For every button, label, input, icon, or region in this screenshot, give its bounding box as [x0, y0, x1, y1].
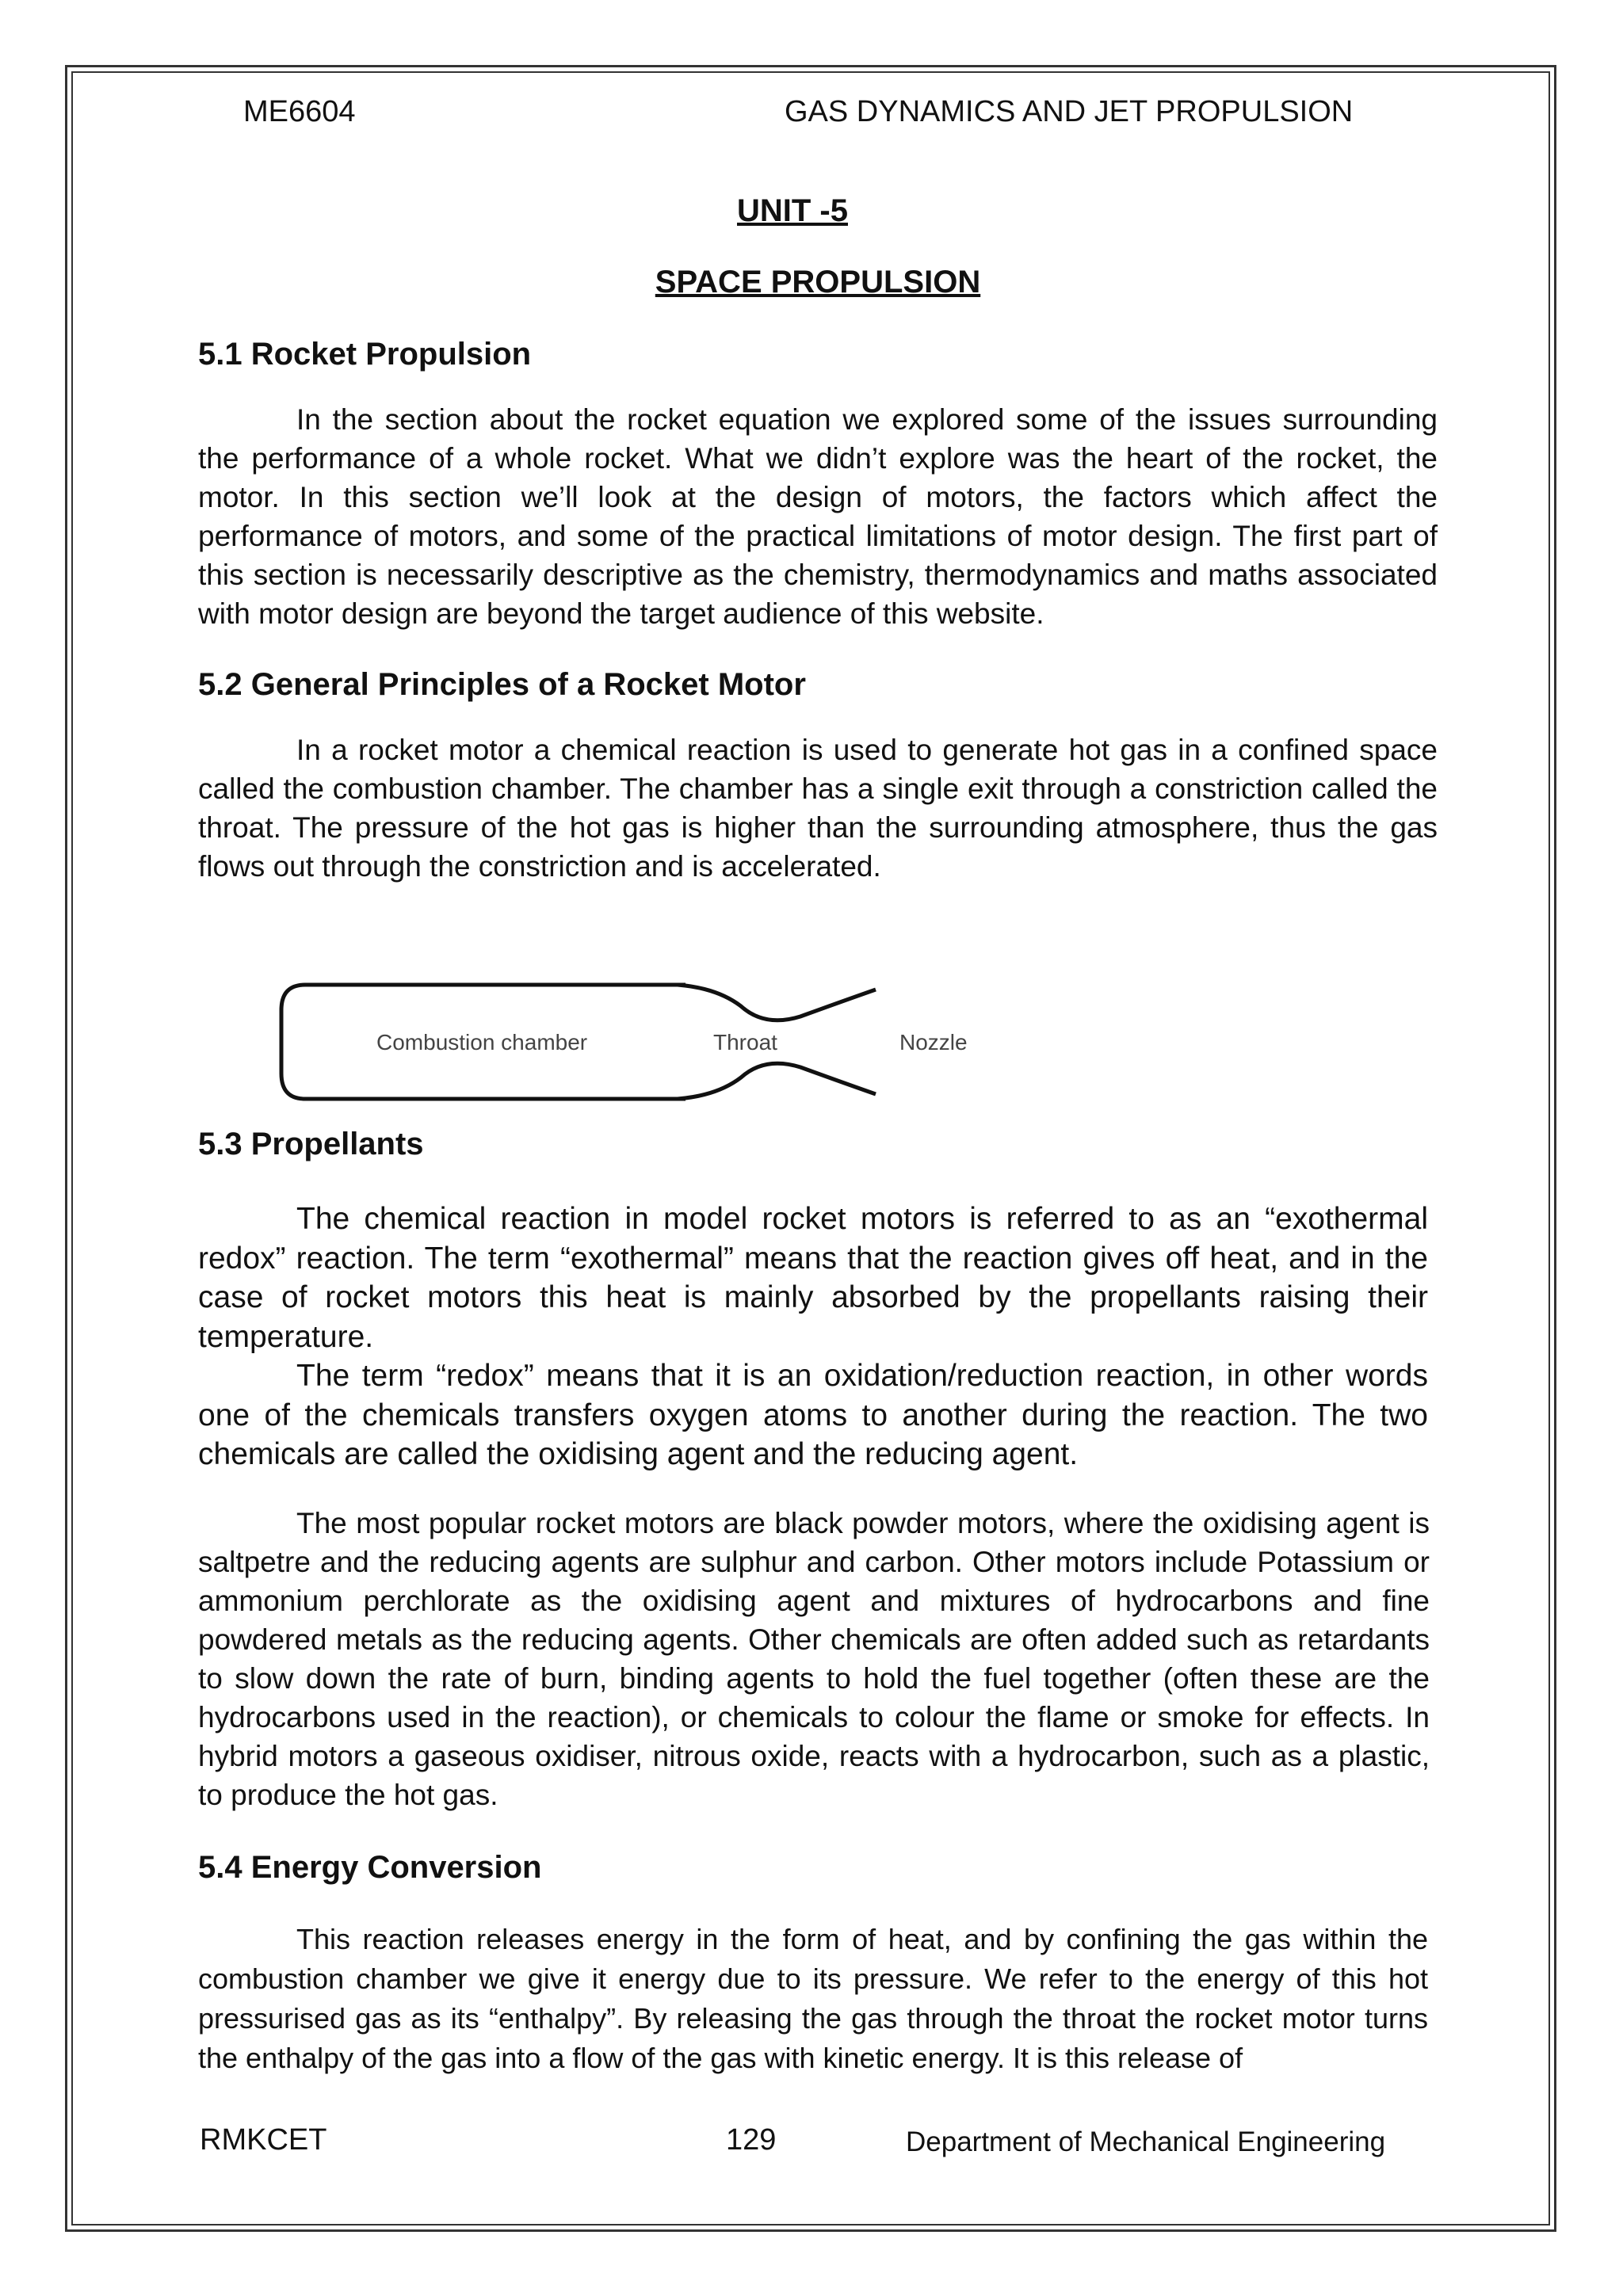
section-heading-5-4: 5.4 Energy Conversion — [198, 1850, 542, 1885]
section-5-1-body — [198, 400, 1438, 633]
paragraph: The term “redox” means that it is an oxidation/reduction reaction, in other words one of the chemicals transfers oxygen atoms to another during the reaction. The two chemicals are called the oxidising agent and the reducing agent. — [198, 1359, 1428, 1471]
paragraph: In the section about the rocket equation we explored some of the issues surrounding the performance of a whole rocket. What we didn’t explore was the heart of the rocket, the motor. In this section we’ll look at the design of motors, the factors which affect the performance of motors, and some of the practical limitations of motor design. The first part of this section is necessarily descriptive as the chemistry, thermodynamics and maths associated with motor design are beyond the target audience of this website. — [198, 403, 1438, 630]
section-5-3-body — [198, 1199, 1428, 1474]
section-heading-5-2: 5.2 General Principles of a Rocket Motor — [198, 667, 806, 702]
label-combustion-chamber: Combustion chamber — [376, 1030, 588, 1055]
footer-institution: RMKCET — [200, 2123, 327, 2157]
paragraph: The chemical reaction in model rocket motors is referred to as an “exothermal redox” reaction. The term “exothermal” means that the reaction gives off heat, and in the case of rocket motors this heat is mainly absorbed by the propellants raising their temperature. — [198, 1202, 1428, 1354]
unit-title: UNIT -5 — [737, 193, 848, 228]
section-5-3-body-continued — [198, 1504, 1430, 1814]
nozzle-upper-wall — [678, 985, 876, 1020]
section-heading-5-3: 5.3 Propellants — [198, 1127, 424, 1161]
course-title: GAS DYNAMICS AND JET PROPULSION — [785, 95, 1354, 128]
course-code: ME6604 — [243, 95, 356, 128]
section-5-4-body — [198, 1920, 1428, 2078]
label-throat: Throat — [713, 1030, 777, 1055]
page-number: 129 — [726, 2123, 777, 2157]
paragraph: The most popular rocket motors are black powder motors, where the oxidising agent is saltpetre and the reducing agents are sulphur and carbon. Other motors include Potassium or ammonium perchlorate as the oxidising agent and mixtures of hydrocarbons and fine powdered metals as the reducing agents. Other chemicals are often added such as retardants to slow down the rate of burn, binding agents to hold the fuel together (often these are the hydrocarbons used in the reaction), or chemicals to colour the flame or smoke for effects. In hybrid motors a gaseous oxidiser, nitrous oxide, reacts with a hydrocarbon, such as a plastic, to produce the hot gas. — [198, 1507, 1430, 1811]
rocket-motor-diagram — [273, 971, 987, 1113]
section-heading-5-1: 5.1 Rocket Propulsion — [198, 337, 532, 372]
section-5-2-body — [198, 730, 1438, 886]
nozzle-lower-wall — [678, 1063, 876, 1099]
label-nozzle: Nozzle — [899, 1030, 968, 1055]
footer-department: Department of Mechanical Engineering — [906, 2126, 1386, 2157]
paragraph: In a rocket motor a chemical reaction is used to generate hot gas in a confined space called the combustion chamber. The chamber has a single exit through a constriction called the throat. The pressure of the hot gas is higher than the surrounding atmosphere, thus the gas flows out through the constriction and is accelerated. — [198, 734, 1438, 883]
paragraph: This reaction releases energy in the form of heat, and by confining the gas within the combustion chamber we give it energy due to its pressure. We refer to the energy of this hot pressurised gas as its “enthalpy”. By releasing the gas through the throat the rocket motor turns the enthalpy of the gas into a flow of the gas with kinetic energy. It is this release of — [198, 1923, 1428, 2074]
chapter-title: SPACE PROPULSION — [655, 265, 981, 299]
